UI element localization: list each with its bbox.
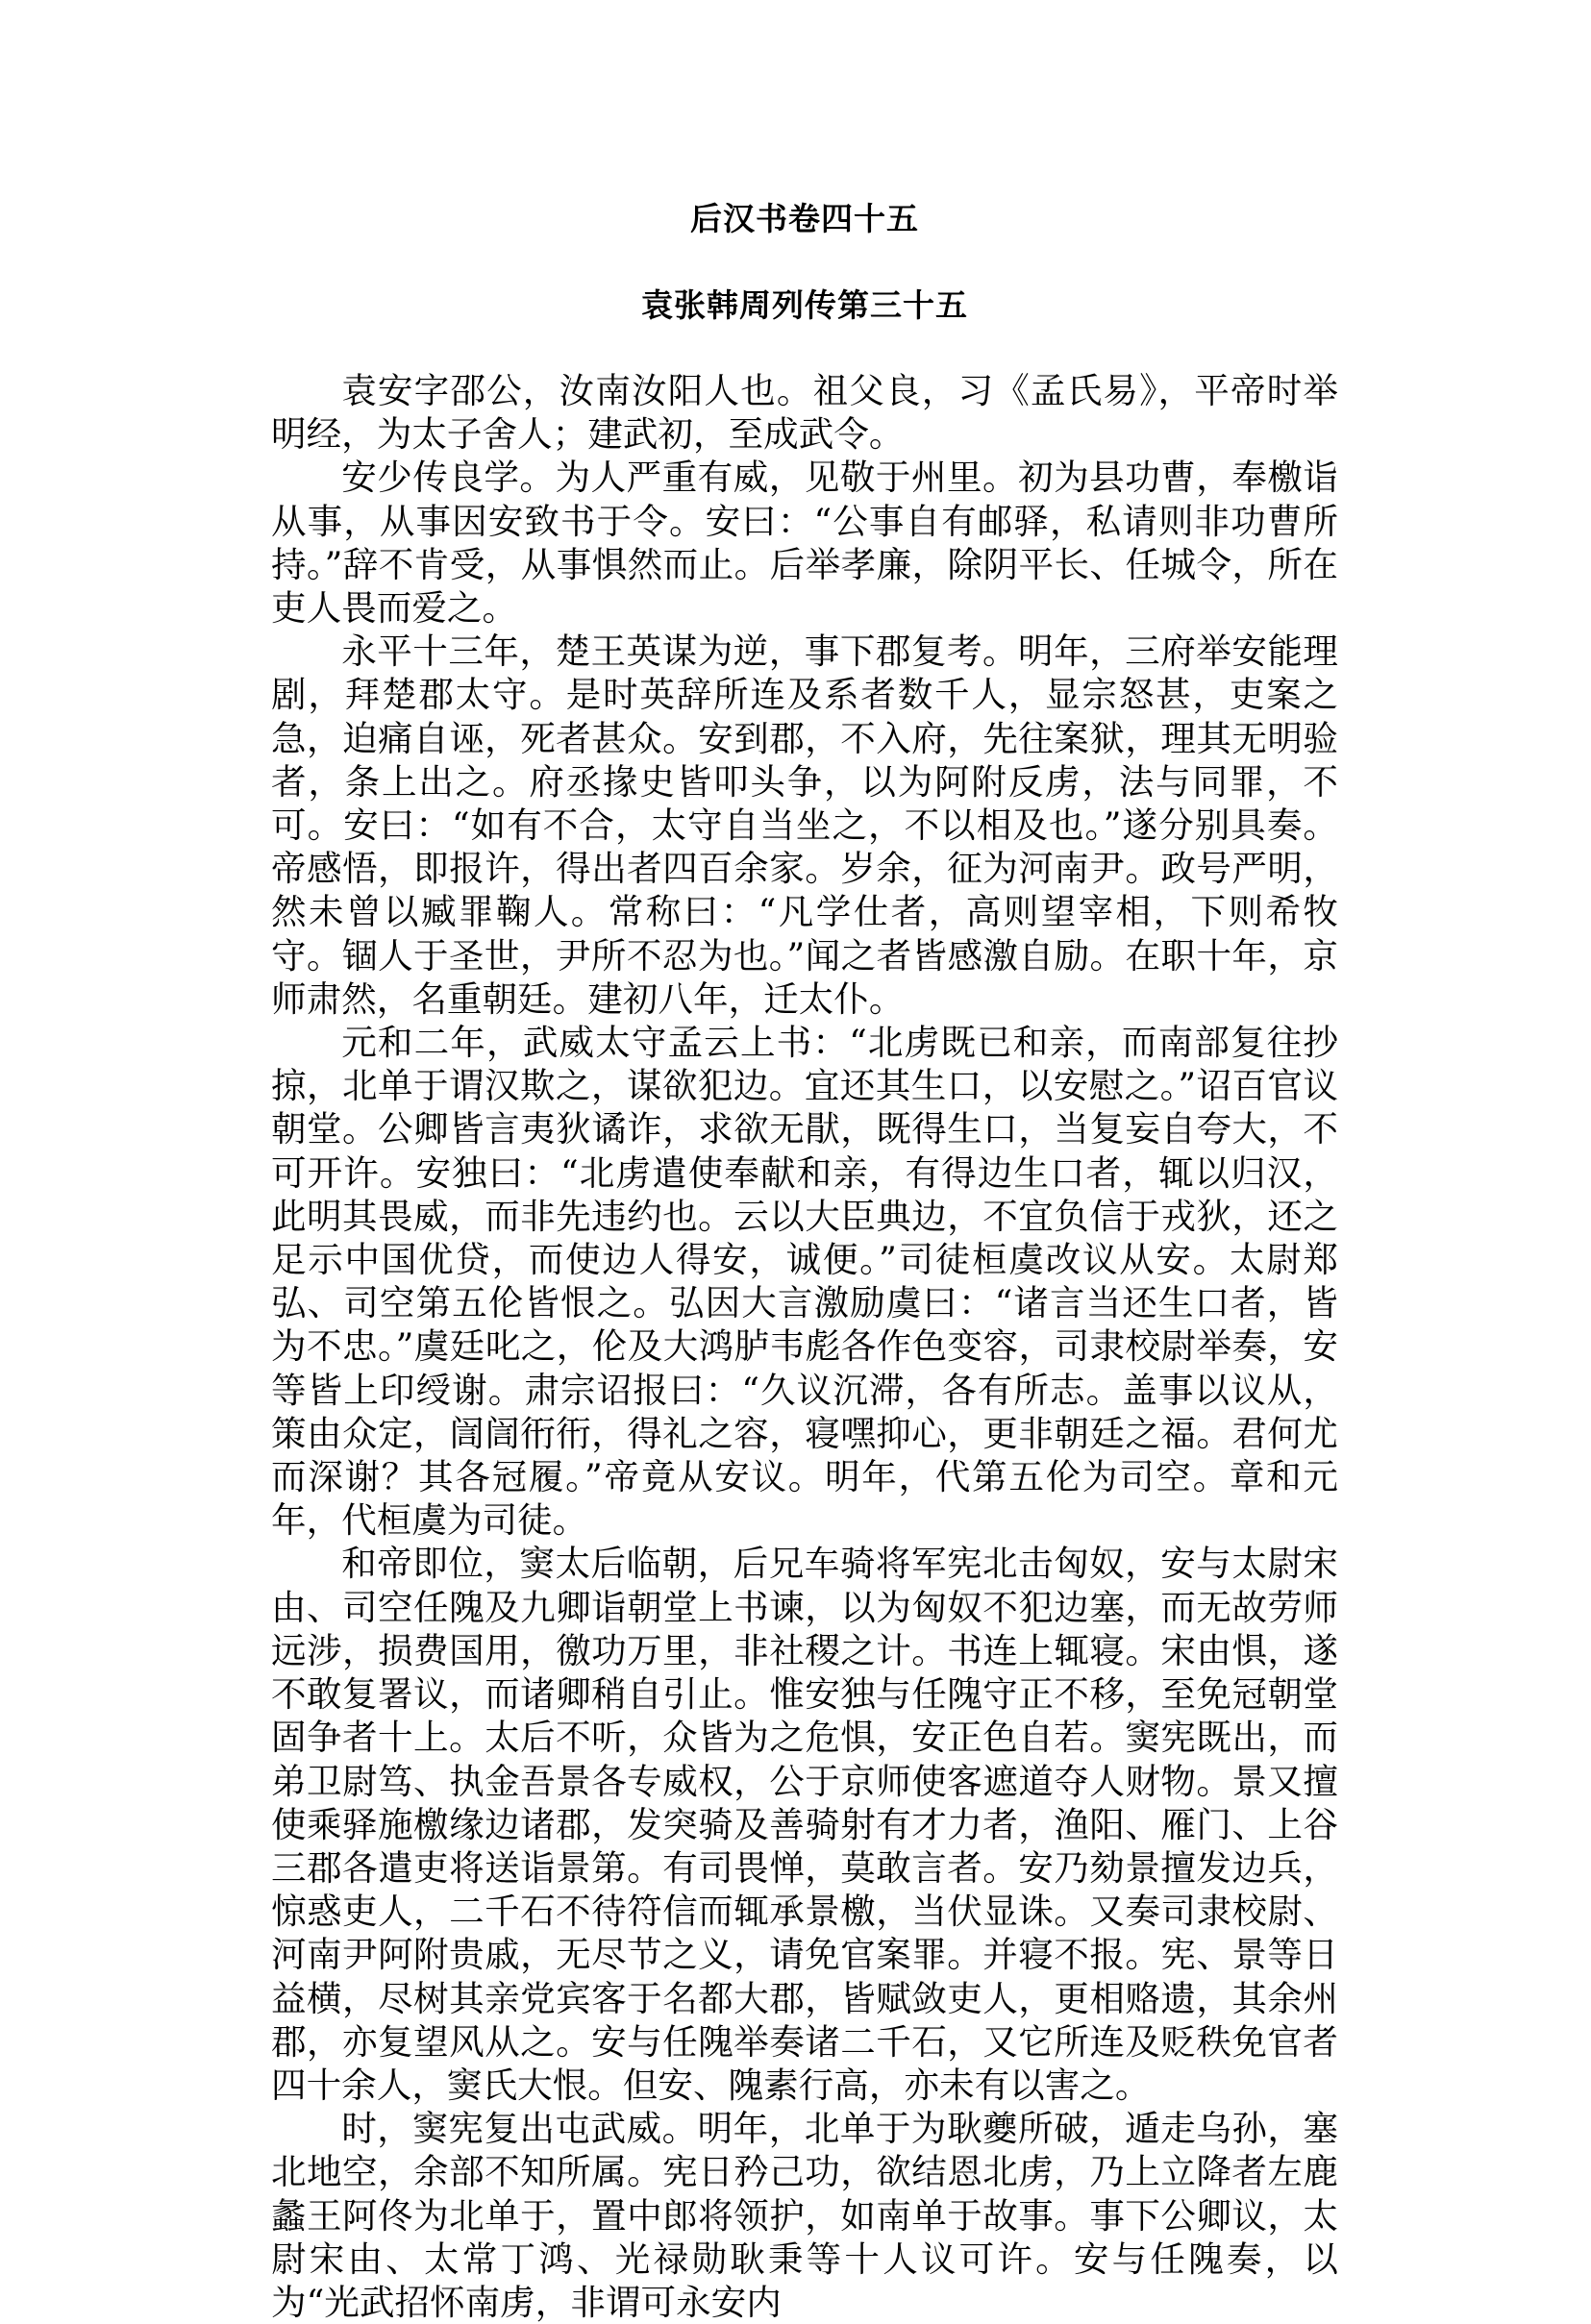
paragraph: 安少传良学。为人严重有威，见敬于州里。初为县功曹，奉檄诣从事，从事因安致书于令。安曰：“公事自有邮驿，私请则非功曹所持。”辞不肯受，从事惧然而止。后举孝廉，除阴平长、任城令，所在吏人畏而爱之。 bbox=[271, 457, 1338, 630]
paragraph: 元和二年，武威太守孟云上书：“北虏既已和亲，而南部复往抄掠，北单于谓汉欺之，谋欲犯边。宜还其生口，以安慰之。”诏百官议朝堂。公卿皆言夷狄谲诈，求欲无猒，既得生口，当复妄自夸大，不可开许。安独曰：“北虏遣使奉献和亲，有得边生口者，辄以归汉，此明其畏威，而非先违约也。云以大臣典边，不宜负信于戎狄，还之足示中国优贷，而使边人得安，诚便。”司徒桓虞改议从安。太尉郑弘、司空第五伦皆恨之。弘因大言激励虞曰：“诸言当还生口者，皆为不忠。”虞廷叱之，伦及大鸿胪韦彪各作色变容，司隶校尉举奏，安等皆上印绶谢。肃宗诏报曰：“久议沉滞，各有所志。盖事以议从，策由众定，訚訚衎衎，得礼之容，寝嘿抑心，更非朝廷之福。君何尤而深谢？其各冠履。”帝竟从安议。明年，代第五伦为司空。章和元年，代桓虞为司徒。 bbox=[271, 1022, 1338, 1542]
paragraph: 时，窦宪复出屯武威。明年，北单于为耿夔所破，遁走乌孙，塞北地空，余部不知所属。宪日矜己功，欲结恩北虏，乃上立降者左鹿蠡王阿佟为北单于，置中郎将领护，如南单于故事。事下公卿议，太尉宋由、太常丁鸿、光禄勋耿秉等十人议可许。安与任隗奏，以为“光武招怀南虏，非谓可永安内 bbox=[271, 2108, 1338, 2323]
paragraph: 和帝即位，窦太后临朝，后兄车骑将军宪北击匈奴，安与太尉宋由、司空任隗及九卿诣朝堂上书谏，以为匈奴不犯边塞，而无故劳师远涉，损费国用，徼功万里，非社稷之计。书连上辄寝。宋由惧，遂不敢复署议，而诸卿稍自引止。惟安独与任隗守正不移，至免冠朝堂固争者十上。太后不听，众皆为之危惧，安正色自若。窦宪既出，而弟卫尉笃、执金吾景各专威权，公于京师使客遮道夺人财物。景又擅使乘驿施檄缘边诸郡，发突骑及善骑射有才力者，渔阳、雁门、上谷三郡各遣吏将送诣景第。有司畏惮，莫敢言者。安乃劾景擅发边兵，惊惑吏人，二千石不待符信而辄承景檄，当伏显诛。又奏司隶校尉、河南尹阿附贵戚，无尽节之义，请免官案罪。并寝不报。宪、景等日益横，尽树其亲党宾客于名都大郡，皆赋敛吏人，更相赂遗，其余州郡，亦复望风从之。安与任隗举奏诸二千石，又它所连及贬秩免官者四十余人，窦氏大恨。但安、隗素行高，亦未有以害之。 bbox=[271, 1543, 1338, 2106]
body-text bbox=[271, 369, 1338, 2324]
chapter-title: 袁张韩周列传第三十五 bbox=[641, 286, 968, 324]
document-page bbox=[271, 188, 1338, 2324]
paragraph: 袁安字邵公，汝南汝阳人也。祖父良，习《孟氏易》，平帝时举明经，为太子舍人；建武初，至成武令。 bbox=[271, 370, 1338, 456]
book-title: 后汉书卷四十五 bbox=[690, 200, 919, 237]
paragraph: 永平十三年，楚王英谋为逆，事下郡复考。明年，三府举安能理剧，拜楚郡太守。是时英辞所连及系者数千人，显宗怒甚，吏案之急，迫痛自诬，死者甚众。安到郡，不入府，先往案狱，理其无明验者，条上出之。府丞掾史皆叩头争，以为阿附反虏，法与同罪，不可。安曰：“如有不合，太守自当坐之，不以相及也。”遂分别具奏。帝感悟，即报许，得出者四百余家。岁余，征为河南尹。政号严明，然未曾以臧罪鞠人。常称曰：“凡学仕者，高则望宰相，下则希牧守。锢人于圣世，尹所不忍为也。”闻之者皆感激自励。在职十年，京师肃然，名重朝廷。建初八年，迁太仆。 bbox=[271, 630, 1338, 1020]
